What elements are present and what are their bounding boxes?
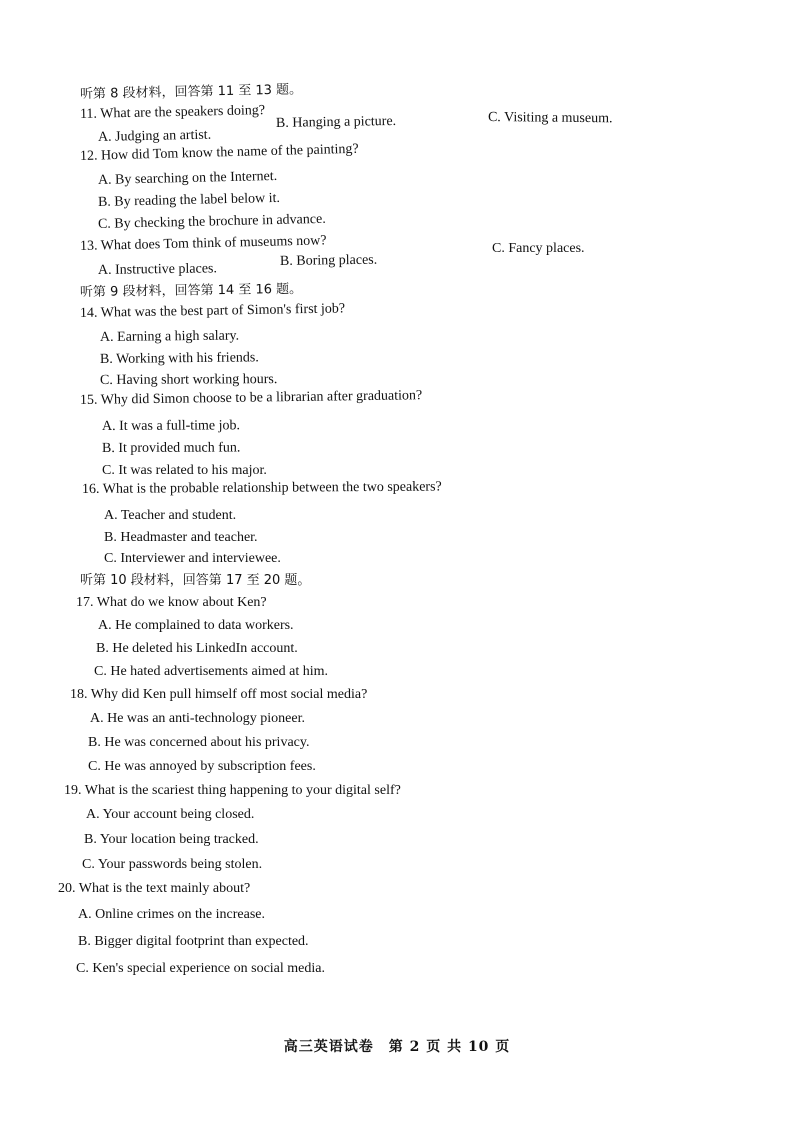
- section-heading-10: 听第 10 段材料，回答第 17 至 20 题。: [80, 573, 311, 588]
- question-19-option-a: A. Your account being closed.: [86, 807, 255, 822]
- question-12-stem: 12. How did Tom know the name of the painting?: [79, 141, 359, 164]
- question-12-option-a: A. By searching on the Internet.: [97, 168, 278, 188]
- question-19-stem: 19. What is the scariest thing happening to your digital self?: [64, 783, 401, 798]
- question-18-option-c: C. He was annoyed by subscription fees.: [88, 759, 316, 774]
- question-15-option-c: C. It was related to his major.: [102, 463, 267, 478]
- question-19-option-c: C. Your passwords being stolen.: [82, 857, 263, 872]
- question-13-option-b: B. Boring places.: [279, 252, 378, 269]
- question-14-option-b: B. Working with his friends.: [99, 350, 259, 367]
- question-14-stem: 14. What was the best part of Simon's first job?: [79, 301, 346, 321]
- question-16-option-c: C. Interviewer and interviewee.: [104, 551, 281, 566]
- question-12-option-c: C. By checking the brochure in advance.: [97, 211, 326, 232]
- question-13-option-a: A. Instructive places.: [97, 261, 218, 278]
- question-13-stem: 13. What does Tom think of museums now?: [79, 233, 327, 254]
- question-16-option-a: A. Teacher and student.: [104, 508, 237, 523]
- question-15-option-a: A. It was a full-time job.: [101, 418, 241, 434]
- question-12-option-b: B. By reading the label below it.: [97, 190, 281, 210]
- question-18-option-b: B. He was concerned about his privacy.: [88, 735, 310, 750]
- question-16-stem: 16. What is the probable relationship between the two speakers?: [81, 479, 442, 497]
- question-13-option-c: C. Fancy places.: [492, 241, 585, 256]
- question-18-option-a: A. He was an anti-technology pioneer.: [90, 711, 305, 726]
- question-11-option-a: A. Judging an artist.: [97, 127, 212, 145]
- question-11-stem: 11. What are the speakers doing?: [79, 103, 266, 122]
- question-20-option-a: A. Online crimes on the increase.: [78, 907, 265, 922]
- question-15-option-b: B. It provided much fun.: [101, 440, 241, 456]
- question-14-option-c: C. Having short working hours.: [99, 372, 278, 388]
- section-heading-9: 听第 9 段材料，回答第 14 至 16 题。: [79, 281, 303, 300]
- question-16-option-b: B. Headmaster and teacher.: [104, 530, 258, 545]
- question-11-option-b: B. Hanging a picture.: [275, 113, 397, 131]
- question-18-stem: 18. Why did Ken pull himself off most social media?: [70, 687, 368, 702]
- question-17-stem: 17. What do we know about Ken?: [76, 595, 267, 610]
- question-15-stem: 15. Why did Simon choose to be a librarian after graduation?: [79, 388, 423, 408]
- question-14-option-a: A. Earning a high salary.: [99, 328, 240, 345]
- question-11-option-c: C. Visiting a museum.: [487, 110, 613, 127]
- question-20-option-c: C. Ken's special experience on social media.: [76, 961, 325, 976]
- page-footer: 高三英语试卷 第 2 页 共 10 页: [283, 1039, 511, 1055]
- question-17-option-b: B. He deleted his LinkedIn account.: [96, 641, 298, 656]
- question-17-option-a: A. He complained to data workers.: [98, 618, 294, 633]
- question-20-option-b: B. Bigger digital footprint than expected.: [78, 934, 309, 949]
- question-19-option-b: B. Your location being tracked.: [84, 832, 259, 847]
- question-20-stem: 20. What is the text mainly about?: [58, 881, 251, 896]
- section-heading-8: 听第 8 段材料，回答第 11 至 13 题。: [79, 82, 303, 102]
- question-17-option-c: C. He hated advertisements aimed at him.: [94, 664, 329, 679]
